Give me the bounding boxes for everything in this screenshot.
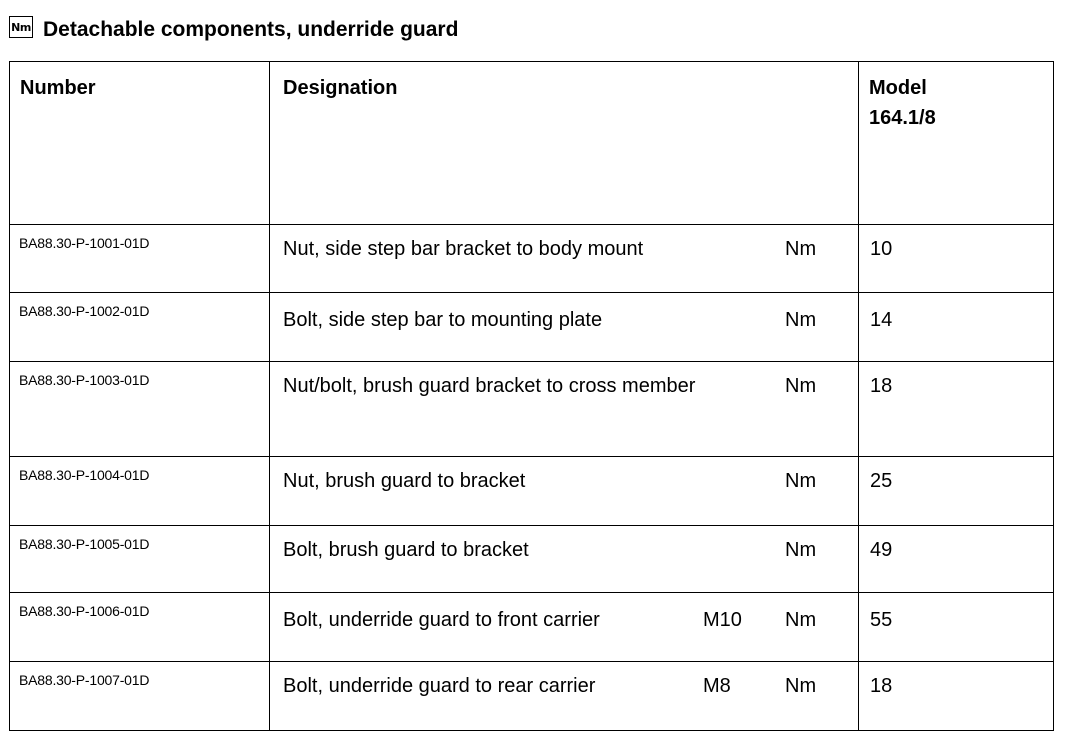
row-thread-size: [703, 536, 785, 564]
table-row: [10, 225, 1054, 293]
header-designation: Designation: [270, 62, 859, 225]
row-designation: Nut/bolt, brush guard bracket to cross member: [283, 375, 696, 397]
row-thread-size: [703, 467, 785, 495]
header-model-label: Model: [869, 77, 927, 99]
header-model: [859, 62, 1054, 225]
header-model-value: 164.1/8: [869, 107, 936, 129]
row-designation: Bolt, side step bar to mounting plate: [283, 309, 603, 331]
row-number: BA88.30-P-1003-01D: [19, 372, 150, 388]
table-header-row: [10, 62, 1054, 225]
row-value: 25: [870, 470, 893, 492]
table-row: [10, 662, 1054, 731]
row-value: 10: [870, 238, 893, 260]
row-designation: Nut, brush guard to bracket: [283, 470, 526, 492]
row-unit: Nm: [785, 375, 817, 397]
row-thread-size: [703, 306, 785, 334]
row-number: BA88.30-P-1002-01D: [19, 303, 150, 319]
row-number: BA88.30-P-1001-01D: [19, 235, 150, 251]
row-unit: Nm: [785, 238, 817, 260]
row-value: 18: [870, 375, 893, 397]
row-unit: Nm: [785, 309, 817, 331]
table-row: [10, 526, 1054, 593]
row-designation: Nut, side step bar bracket to body mount: [283, 238, 644, 260]
row-number: BA88.30-P-1006-01D: [19, 603, 150, 619]
row-value: 14: [870, 309, 893, 331]
row-number: BA88.30-P-1005-01D: [19, 536, 150, 552]
table-row: [10, 593, 1054, 662]
row-designation: Bolt, underride guard to rear carrier: [283, 675, 596, 697]
header-number: Number: [10, 62, 270, 225]
torque-nm-icon: Nm: [9, 16, 33, 38]
torque-spec-table: [9, 61, 1054, 731]
row-value: 18: [870, 675, 893, 697]
row-thread-size: M10: [703, 609, 742, 631]
row-value: 55: [870, 609, 893, 631]
row-value: 49: [870, 539, 893, 561]
row-unit: Nm: [785, 539, 817, 561]
table-row: [10, 457, 1054, 526]
page-header: [9, 15, 458, 43]
row-number: BA88.30-P-1004-01D: [19, 467, 150, 483]
table-row: [10, 293, 1054, 362]
table-row: [10, 362, 1054, 457]
row-number: BA88.30-P-1007-01D: [19, 672, 150, 688]
row-thread-size: [703, 372, 785, 400]
row-unit: Nm: [785, 609, 817, 631]
row-thread-size: M8: [703, 675, 731, 697]
row-unit: Nm: [785, 470, 817, 492]
row-designation: Bolt, underride guard to front carrier: [283, 609, 600, 631]
row-thread-size: [703, 235, 785, 263]
row-designation: Bolt, brush guard to bracket: [283, 539, 529, 561]
row-unit: Nm: [785, 675, 817, 697]
page-title: Detachable components, underride guard: [43, 17, 459, 41]
